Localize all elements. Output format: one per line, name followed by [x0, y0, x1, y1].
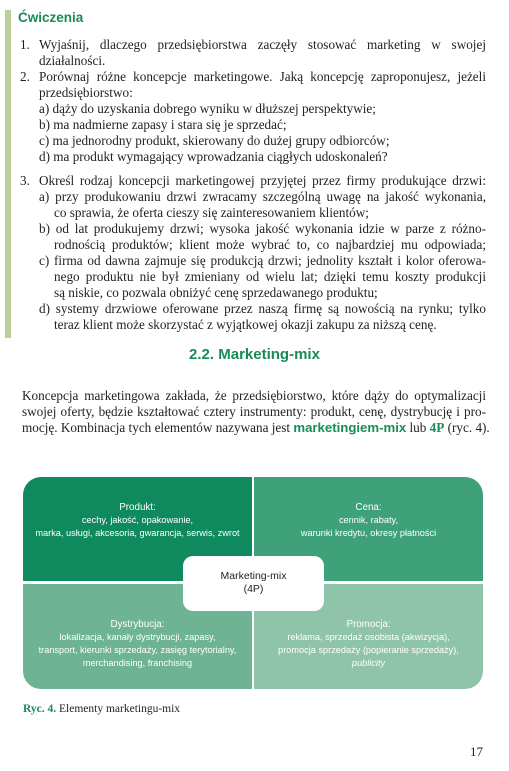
- product-title: Produkt:: [119, 502, 156, 513]
- question-3-option-b-line-2: rodnością produktów; klient może wybrać to, co najbardziej mu odpowiada;: [54, 237, 486, 252]
- section-title: 2.2. Marketing-mix: [189, 346, 320, 363]
- question-1-number: 1.: [20, 37, 30, 52]
- question-3-option-d-line-1: d) systemy drzwiowe oferowane przez naszą firmę są nowością na rynku; tylko: [39, 301, 486, 316]
- marketing-mix-term: marketingiem-mix: [293, 420, 407, 435]
- center-label-line-2: (4P): [243, 583, 264, 595]
- question-3-option-a-line-1: a) przy produkowaniu drzwi zwracamy szczególną uwagę na jakość wykonania,: [39, 189, 486, 204]
- question-2-option-a: a) dąży do uzyskania dobrego wyniku w dłuższej perspektywie;: [39, 101, 376, 116]
- question-2-line-2: przedsiębiorstwo:: [39, 85, 133, 100]
- distribution-text-line-3: merchandising, franchising: [82, 658, 193, 668]
- distribution-title: Dystrybucja:: [110, 619, 165, 630]
- paragraph-line-3: [22, 420, 490, 436]
- question-1-line-1: Wyjaśnij, dlaczego przedsiębiorstwa zaczęły stosować marketing w swojej: [39, 37, 486, 52]
- price-title: Cena:: [355, 502, 382, 513]
- 4p-term: 4P: [429, 420, 445, 435]
- product-text-line-1: cechy, jakość, opakowanie,: [81, 515, 194, 525]
- paragraph-text: (ryc. 4).: [444, 420, 490, 435]
- question-2-number: 2.: [20, 69, 30, 84]
- exercises-title: Ćwiczenia: [18, 10, 84, 25]
- marketing-mix-center-box: [183, 556, 324, 611]
- paragraph-line-1: Koncepcja marketingowa zakłada, że przedsiębiorstwo, które dąży do optymalizacji: [22, 388, 486, 403]
- question-3-option-c-line-3: są niskie, co pozwala obniżyć cenę sprzedawanego produktu;: [54, 285, 378, 300]
- marketing-mix-diagram: [23, 477, 483, 689]
- promotion-text-line-3: publicity: [351, 658, 386, 668]
- figure-caption-text: Elementy marketingu-mix: [56, 703, 181, 715]
- question-3-option-d-line-2: teraz klient może skorzystać z wyjątkowej okazji zakupu za niższą cenę.: [54, 317, 437, 332]
- question-1-line-2: działalności.: [39, 53, 106, 68]
- question-3-number: 3.: [20, 173, 30, 188]
- price-text-line-1: cennik, rabaty,: [338, 515, 399, 525]
- product-text-line-2: marka, usługi, akcesoria, gwarancja, serwis, zwrot: [35, 528, 240, 538]
- exercises-box: [0, 0, 509, 338]
- page-number: 17: [470, 744, 483, 759]
- paragraph-text: mocję. Kombinacja tych elementów nazywana jest: [22, 420, 294, 435]
- paragraph-text: lub: [406, 420, 430, 435]
- center-label-line-1: Marketing-mix: [220, 570, 287, 582]
- question-3-option-c-line-1: c) firma od dawna zajmuje się produkcją drzwi; jednolity kształt i kolor oferowa-: [39, 253, 486, 268]
- figure-caption: [23, 703, 180, 715]
- question-2-line-1: Porównaj różne koncepcje marketingowe. Jaką koncepcję zaproponujesz, jeżeli: [39, 69, 486, 84]
- distribution-text-line-2: transport, kierunki sprzedaży, zasięg terytorialny,: [38, 645, 237, 655]
- distribution-text-line-1: lokalizacja, kanały dystrybucji, zapasy,: [59, 632, 216, 642]
- question-3-line-1: Określ rodzaj koncepcji marketingowej przyjętej przez firmy produkujące drzwi:: [39, 173, 486, 188]
- promotion-text-line-2: promocja sprzedaży (popieranie sprzedaży),: [278, 645, 459, 655]
- figure-label: Ryc. 4.: [23, 703, 57, 715]
- promotion-title: Promocja:: [346, 619, 391, 630]
- exercises-accent-bar: [5, 10, 11, 338]
- question-2-option-c: c) ma jednorodny produkt, skierowany do dużej grupy odbiorców;: [39, 133, 390, 148]
- question-2-option-d: d) ma produkt wymagający wprowadzania ciągłych udoskonaleń?: [39, 149, 388, 164]
- question-2-option-b: b) ma nadmierne zapasy i stara się je sprzedać;: [39, 117, 287, 132]
- question-3-option-b-line-1: b) od lat produkujemy drzwi; wysoka jakość wykonania idzie w parze z różno-: [39, 221, 486, 236]
- price-text-line-2: warunki kredytu, okresy płatności: [300, 528, 437, 538]
- question-3-option-a-line-2: co sprawia, że oferta cieszy się zainteresowaniem klientów;: [54, 205, 369, 220]
- promotion-text-line-1: reklama, sprzedaż osobista (akwizycja),: [287, 632, 450, 642]
- paragraph-line-2: swojej oferty, będzie kształtować cztery instrumenty: produkt, cenę, dystrybucję i pro-: [22, 404, 486, 419]
- question-3-option-c-line-2: nego produktu nie był zmieniany od wielu lat; dzięki temu koszty produkcji: [54, 269, 486, 284]
